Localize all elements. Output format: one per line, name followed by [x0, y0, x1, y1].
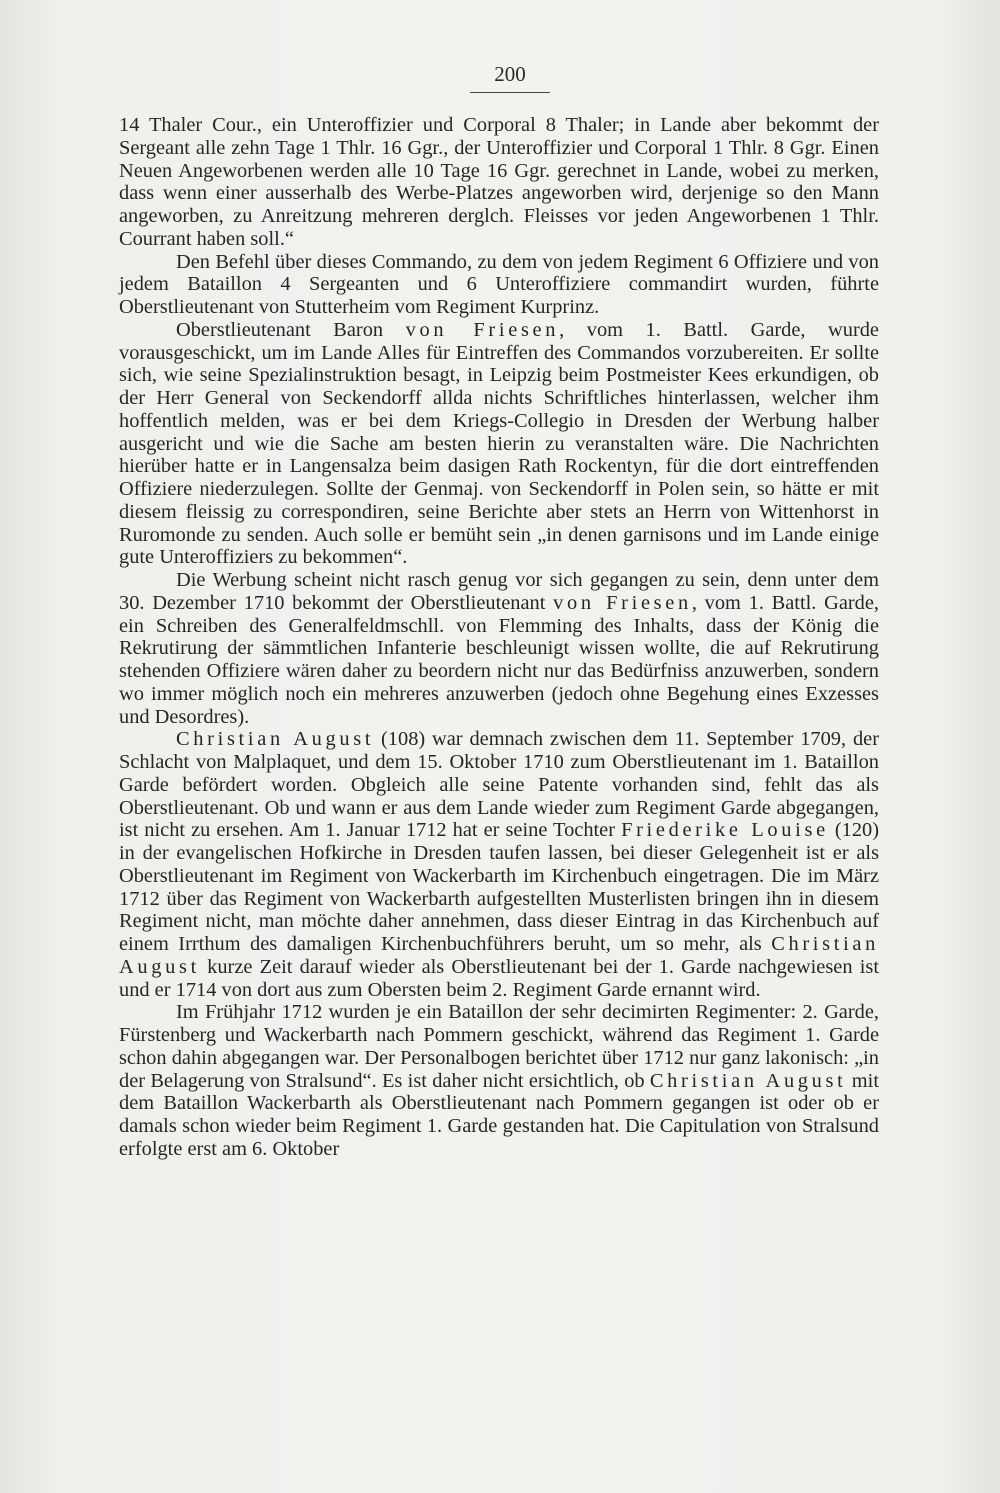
- spaced-name: Christian August: [649, 1069, 847, 1092]
- paragraph: [119, 251, 879, 319]
- paragraph: [119, 569, 879, 728]
- text-run: mit dem Bataillon Wackerbarth als Oberstlieutenant nach Pommern gegangen ist oder ob er damals schon wieder beim Regiment 1. Garde gestanden hat. Die Capitulation von Stralsund erfolgte erst am 6. Oktober: [119, 1069, 879, 1160]
- spaced-name: von Friesen: [553, 591, 692, 614]
- text-run: kurze Zeit darauf wieder als Oberstlieutenant bei der 1. Garde nachgewiesen ist und er 1714 von dort aus zum Obersten beim 2. Regiment Garde ernannt wird.: [119, 955, 879, 1001]
- body-text: [119, 114, 879, 1161]
- text-run: Im Frühjahr 1712 wurden je ein Bataillon der sehr decimirten Regimenter: 2. Garde, Fürstenberg und Wackerbarth nach Pommern geschickt, während das Regiment 1. Garde schon dahin abgegangen war. Der Personalbogen berichtet über 1712 nur ganz lakonisch: „in der Belagerung von Stralsund“. Es ist daher nicht ersichtlich, ob: [119, 1001, 879, 1092]
- paragraph: [119, 728, 879, 1001]
- paragraph: [119, 114, 879, 251]
- spaced-name: Friederike Louise: [621, 819, 829, 842]
- text-run: Den Befehl über dieses Commando, zu dem von jedem Regiment 6 Offiziere und von jedem Bataillon 4 Sergeanten und 6 Unteroffiziere commandirt wurden, führte Oberstlieutenant von Stutterheim vom Regiment Kurprinz.: [119, 250, 879, 318]
- paragraph: [119, 319, 879, 569]
- text-run: Die Werbung scheint nicht rasch genug vor sich gegangen zu sein, denn unter dem 30. Dezember 1710 bekommt der Oberstlieutenant: [119, 569, 879, 614]
- spaced-name: Christian August: [119, 933, 879, 978]
- page-number: 200: [494, 62, 526, 86]
- text-run: Oberstlieutenant Baron: [176, 318, 406, 341]
- spaced-name: Christian August: [176, 728, 375, 751]
- text-run: (108) war demnach zwischen dem 11. September 1709, der Schlacht von Malplaquet, und dem 15. Oktober 1710 zum Oberstlieutenant im 1. Bataillon Garde befördert worden. Obgleich alle seine Patente vorhanden sind, fehlt das als Oberstlieutenant. Ob und wann er aus dem Lande wieder zum Regiment Garde abgegangen, ist nicht zu ersehen. Am 1. Januar 1712 hat er seine Tochter: [119, 728, 879, 842]
- page-number-rule: [470, 92, 550, 93]
- text-run: , vom 1. Battl. Garde, ein Schreiben des Generalfeldmschll. von Flemming des Inhalts, dass der König die Rekrutirung der sämmtlichen Infanterie beschleunigt wissen wollte, die auf Rekrutirung stehenden Offiziere wären daher zu beordern nicht nur das Bedürfniss anzuwerben, sondern wo immer möglich noch ein mehreres anzuwerben (jedoch ohne Begehung eines Exzesses und Desordres).: [119, 591, 879, 728]
- paragraph: [119, 1001, 879, 1160]
- spaced-name: von Friesen: [405, 318, 560, 341]
- text-run: 14 Thaler Cour., ein Unteroffizier und Corporal 8 Thaler; in Lande aber bekommt der Sergeant alle zehn Tage 1 Thlr. 16 Ggr., der Unteroffizier und Corporal 1 Thlr. 8 Ggr. Einen Neuen Angeworbenen werden alle 10 Tage 16 Ggr. gerechnet in Lande, wobei zu merken, dass wenn einer ausserhalb des Werbe-Platzes angeworben wird, derjenige so den Mann angeworben, zu Anreitzung mehreren derglch. Fleisses vor jeden Angeworbenen 1 Thlr. Courrant haben soll.“: [119, 114, 879, 250]
- text-run: (120) in der evangelischen Hofkirche in Dresden taufen lassen, bei dieser Gelegenheit ist er als Oberstlieutenant im Regiment von Wackerbarth im Kirchenbuch eingetragen. Die im März 1712 über das Regiment von Wackerbarth aufgestellten Musterlisten bringen ihn in diesem Regiment nicht, man möchte daher annehmen, dass dieser Eintrag in das Kirchenbuch auf einem Irrthum des damaligen Kirchenbuchführers beruht, um so mehr, als: [119, 819, 880, 955]
- text-run: , vom 1. Battl. Garde, wurde vorausgeschickt, um im Lande Alles für Eintreffen des Commandos vorzubereiten. Er sollte sich, wie seine Spezialinstruktion besagt, in Leipzig beim Postmeister Kees erkundigen, ob der Herr General von Seckendorff allda nichts Schriftliches hinterlassen, welcher ihm hoffentlich melden, was er bei dem Kriegs-Collegio in Dresden der Werbung halber ausgericht und wie die Sache am besten hierin zu veranstalten wäre. Die Nachrichten hierüber hatte er in Langensalza beim dasigen Rath Rockentyn, für die dort eintreffenden Offiziere niederzulegen. Sollte der Genmaj. von Seckendorff in Polen sein, so hätte er mit diesem fleissig zu correspondiren, seine Berichte aber stets an Herrn von Wittenhorst in Ruromonde zu senden. Auch solle er bemüht sein „in denen garnisons und im Lande einige gute Unteroffiziers zu bekommen“.: [119, 318, 879, 569]
